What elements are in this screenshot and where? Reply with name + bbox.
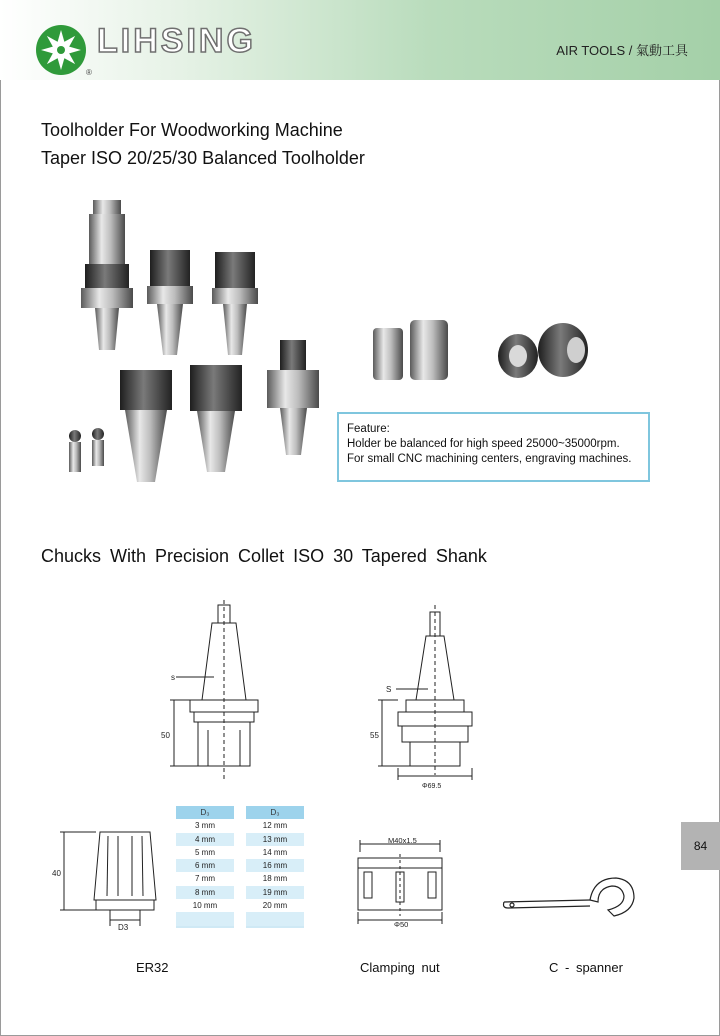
caption-er32: ER32 [136,960,169,975]
collet-table-left-header: D₃ [176,806,234,819]
caption-clamping-nut: Clamping nut [360,960,440,975]
feature-heading: Feature: [347,423,390,435]
page-number-tab: 84 [681,822,720,870]
toolholder-short [267,340,319,455]
lihsing-star-logo-icon [35,24,87,76]
section-label: AIR TOOLS / 氣動工具 [556,43,688,58]
holder2-height-label: 55 [370,731,379,740]
collet-size-cell-empty [176,912,234,925]
clamping-nut-drawing [352,832,452,932]
collet-size-cell: 4 mm [176,833,234,846]
nut-diameter-label: Φ50 [394,920,409,929]
page-title-line-2: Taper ISO 20/25/30 Balanced Toolholder [41,148,365,168]
toolholder-medium-2 [212,252,258,355]
toolholder-large-1 [120,370,172,482]
holder-drawing-2 [368,600,498,790]
chucks-section-title: Chucks With Precision Collet ISO 30 Tapered Shank [41,546,487,566]
collet-table-right [246,806,304,926]
holder2-s-label: S [386,685,392,694]
collet-table-right-header: D₃ [246,806,304,819]
collet-size-cell: 5 mm [176,846,234,859]
collet-size-cell: 8 mm [176,886,234,899]
collet-size-cell: 16 mm [246,859,304,872]
collet-size-cell: 7 mm [176,872,234,885]
collet-height-label: 40 [52,869,61,878]
toolholder-large-2 [190,365,242,472]
feature-line-2: For small CNC machining centers, engraving machines. [347,453,632,465]
collet-size-cell: 19 mm [246,886,304,899]
registered-mark: ® [86,68,92,77]
pull-studs [69,428,104,472]
toolholder-tall [81,200,133,350]
brand-logo-text: LIHSING [97,22,256,60]
collet-size-cell: 14 mm [246,846,304,859]
collet-table-left [176,806,234,926]
collets [373,320,448,380]
collet-size-cell: 18 mm [246,872,304,885]
holder1-height-label: 50 [161,731,170,740]
collet-d3-label: D3 [118,923,129,932]
holder1-s-label: s [171,673,175,682]
clamping-nuts [498,323,588,378]
toolholder-medium-1 [147,250,193,355]
collet-size-cell: 3 mm [176,819,234,832]
collet-size-cell-empty [246,912,304,925]
feature-line-1: Holder be balanced for high speed 25000~35000rpm. [347,438,620,450]
page-title-line-1: Toolholder For Woodworking Machine [41,120,343,140]
feature-box [337,412,650,482]
nut-thread-label: M40x1.5 [388,836,417,845]
c-spanner-drawing [498,872,638,922]
holder-drawing-1 [160,600,290,785]
collet-size-cell: 12 mm [246,819,304,832]
collet-drawing [52,824,170,934]
holder2-diameter-label: Φ69.5 [422,783,442,790]
collet-size-cell: 13 mm [246,833,304,846]
page-header [0,0,720,80]
collet-size-cell: 10 mm [176,899,234,912]
collet-size-cell: 6 mm [176,859,234,872]
collet-size-cell: 20 mm [246,899,304,912]
caption-c-spanner: C - spanner [549,960,623,975]
